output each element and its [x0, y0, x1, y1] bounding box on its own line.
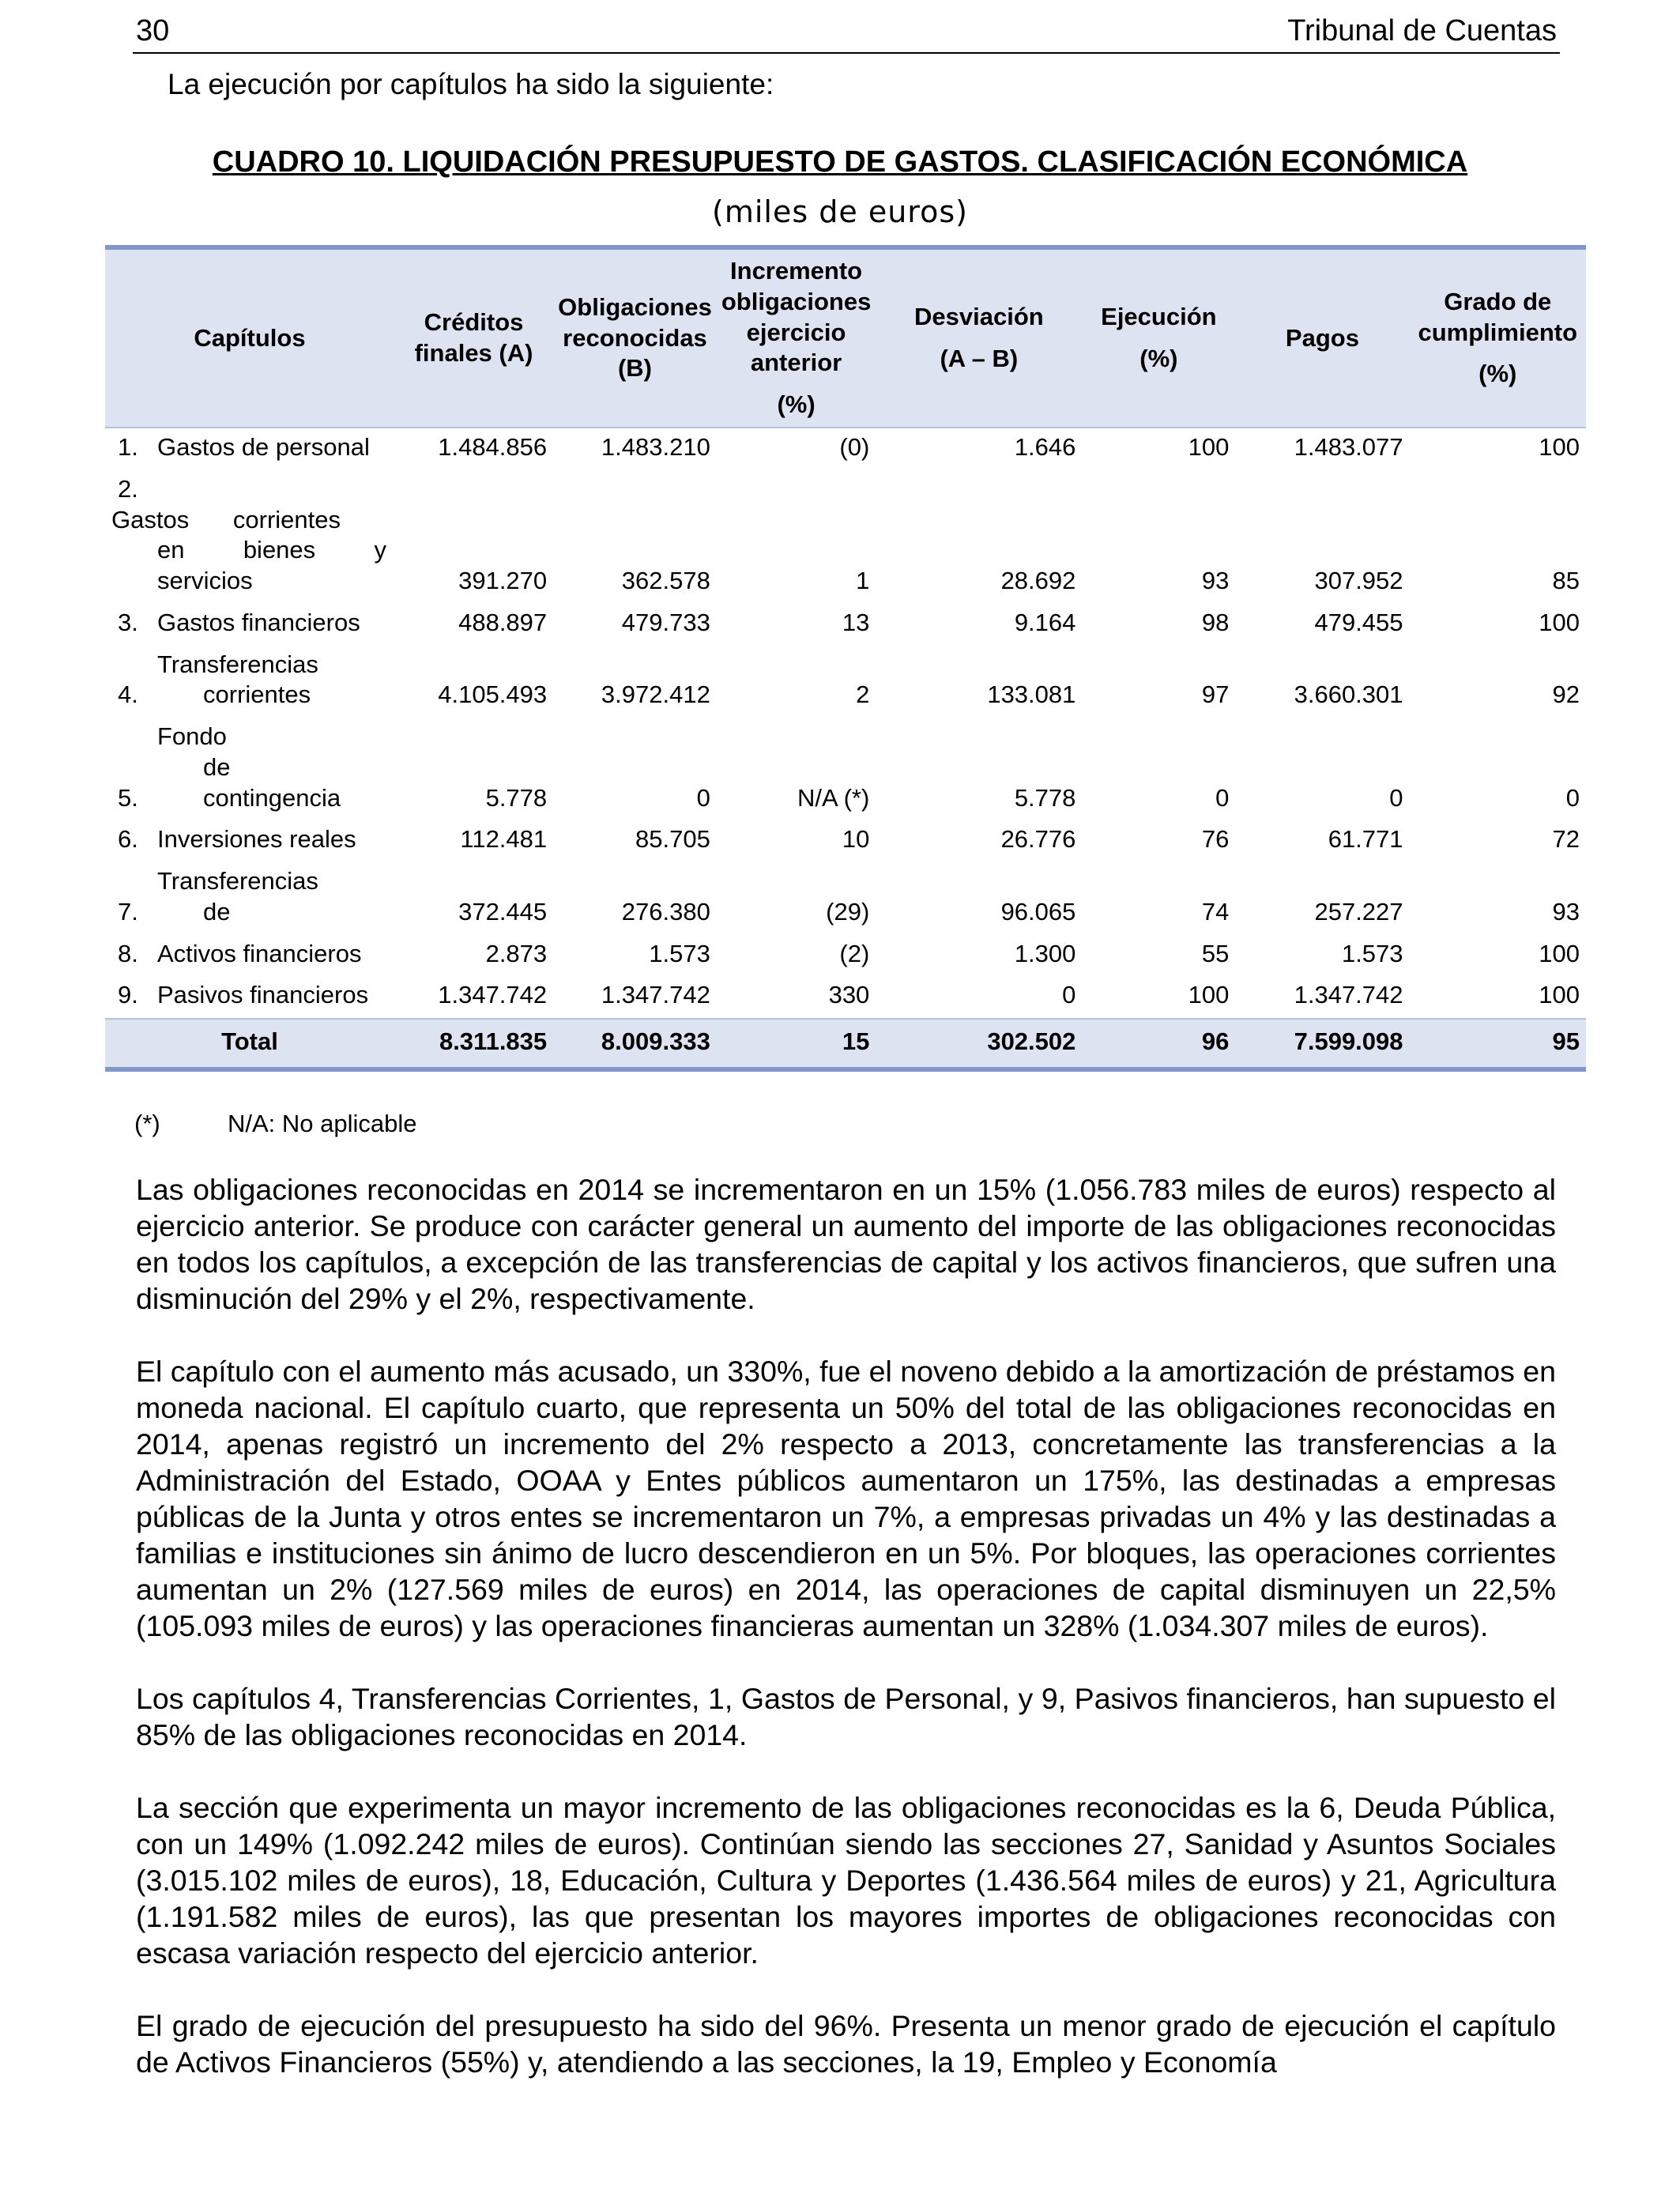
cell-grado: 85	[1552, 567, 1580, 594]
total-obligaciones: 8.009.333	[553, 1019, 717, 1069]
cell-desviacion: 133.081	[987, 680, 1076, 709]
cell-creditos: 5.778	[485, 783, 548, 812]
cell-obligaciones: 479.733	[621, 608, 710, 636]
cell-creditos: 2.873	[485, 939, 548, 967]
row-label	[105, 820, 394, 862]
col-header-incremento: Incremento obligaciones ejercicio anterior (%)	[717, 247, 876, 428]
cell-ejecucion: 100	[1188, 981, 1230, 1009]
cell-ejecucion: 100	[1188, 433, 1230, 461]
cell-ejecucion: 74	[1201, 897, 1230, 925]
col-header-creditos: Créditos finales (A)	[394, 247, 553, 428]
row-label	[105, 470, 394, 604]
row-label-text: Gastos corrientes en bienes y servicios	[111, 505, 386, 594]
cell-grado: 100	[1539, 939, 1580, 967]
cell-grado: 92	[1552, 680, 1580, 709]
cell-creditos: 1.347.742	[438, 981, 548, 1009]
row-label-text: Activos financieros	[157, 939, 362, 967]
cell-incremento: (29)	[826, 897, 870, 925]
cell-obligaciones: 1.573	[649, 939, 710, 967]
cell-incremento: 330	[828, 981, 870, 1009]
cell-grado: 100	[1539, 433, 1580, 461]
row-label-text: Transferencias corrientes	[157, 650, 318, 709]
table-row	[105, 604, 1586, 646]
cell-incremento: 2	[856, 680, 870, 709]
paragraph: La sección que experimenta un mayor incremento de las obligaciones reconocidas es la 6, Deuda Pública, con un 149% (1.092.242 miles de euros). Continúan siendo las secciones 27, Sanidad y Asuntos Sociales (3.015.102 miles de euros), 18, Educación, Cultura y Deportes (1.436.564 miles de euros) y 21, Agricultura (1.191.582 miles de euros), las que presentan los mayores importes de obligaciones reconocidas con escasa variación respecto del ejercicio anterior.	[136, 1791, 1556, 1970]
cell-obligaciones: 276.380	[621, 897, 710, 925]
paragraph: El capítulo con el aumento más acusado, un 330%, fue el noveno debido a la amortización de préstamos en moneda nacional. El capítulo cuarto, que representa un 50% del total de las obligaciones reconocidas en 2014, apenas registró un incremento del 2% respecto a 2013, concretamente las transferencias a la Administración del Estado, OOAA y Entes públicos aumentaron un 175%, las destinadas a empresas públicas de la Junta y otros entes se incrementaron un 7%, a empresas privadas un 4% y las destinadas a familias e instituciones sin ánimo de lucro descendieron en un 5%. Por bloques, las operaciones corrientes aumentan un 2% (127.569 miles de euros) en 2014, las operaciones de capital disminuyen un 22,5% (105.093 miles de euros) y las operaciones financieras aumentan un 328% (1.034.307 miles de euros).	[136, 1355, 1556, 1642]
cell-obligaciones: 85.705	[635, 825, 710, 854]
row-label-text: Fondo de contingencia	[157, 722, 341, 812]
page-header	[133, 11, 1560, 54]
table-row	[105, 428, 1586, 470]
cell-desviacion: 0	[1062, 981, 1076, 1009]
row-number: 5.	[118, 783, 138, 812]
total-desviacion: 302.502	[876, 1019, 1082, 1069]
cell-incremento: 13	[842, 608, 870, 636]
row-label-text: Gastos financieros	[157, 608, 360, 636]
cell-grado: 0	[1565, 783, 1580, 812]
row-label	[105, 862, 394, 935]
cell-creditos: 488.897	[458, 608, 548, 636]
total-grado: 95	[1410, 1019, 1586, 1069]
cell-desviacion: 96.065	[1000, 897, 1076, 925]
row-label-text: Transferencias de	[157, 867, 318, 925]
total-incremento: 15	[717, 1019, 876, 1069]
cell-obligaciones: 1.483.210	[601, 433, 710, 461]
table-row	[105, 862, 1586, 935]
row-label	[105, 935, 394, 977]
cell-obligaciones: 0	[696, 783, 710, 812]
total-label: Total	[105, 1019, 394, 1069]
cell-desviacion: 28.692	[1000, 567, 1076, 594]
row-label	[105, 646, 394, 718]
row-number: 4.	[118, 680, 138, 709]
col-header-grado: Grado de cumplimiento (%)	[1410, 247, 1586, 428]
cell-incremento: 1	[856, 567, 870, 594]
footnote-mark: (*)	[134, 1110, 160, 1137]
row-number: 3.	[118, 608, 138, 636]
page-number: 30	[136, 14, 170, 47]
cell-pagos: 3.660.301	[1294, 680, 1403, 709]
col-header-desviacion: Desviación (A – B)	[876, 247, 1082, 428]
footnote-text: N/A: No aplicable	[228, 1110, 417, 1137]
row-label-text: Gastos de personal	[157, 433, 370, 461]
table-row	[105, 935, 1586, 977]
budget-table	[105, 245, 1586, 1072]
row-label	[105, 976, 394, 1019]
cell-creditos: 4.105.493	[438, 680, 548, 709]
cell-pagos: 479.455	[1314, 608, 1403, 636]
total-pagos: 7.599.098	[1235, 1019, 1409, 1069]
row-number: 8.	[118, 939, 138, 967]
cell-creditos: 112.481	[460, 825, 548, 854]
col-header-ejecucion: Ejecución (%)	[1082, 247, 1235, 428]
cell-pagos: 0	[1389, 783, 1403, 812]
cell-obligaciones: 3.972.412	[601, 680, 710, 709]
cell-grado: 72	[1552, 825, 1580, 854]
cell-desviacion: 1.300	[1014, 939, 1076, 967]
row-number: 9.	[118, 981, 138, 1009]
paragraph: Las obligaciones reconocidas en 2014 se incrementaron en un 15% (1.056.783 miles de euros) respecto al ejercicio anterior. Se produce con carácter general un aumento del importe de las obligaciones reconocidas en todos los capítulos, a excepción de las transferencias de capital y los activos financieros, que sufren una disminución del 29% y el 2%, respectivamente.	[136, 1173, 1556, 1315]
intro-text: La ejecución por capítulos ha sido la siguiente:	[168, 68, 774, 100]
cell-ejecucion: 76	[1201, 825, 1230, 854]
cell-grado: 100	[1539, 981, 1580, 1009]
col-header-obligaciones: Obligaciones reconocidas (B)	[553, 247, 717, 428]
cell-pagos: 1.573	[1341, 939, 1403, 967]
row-label	[105, 718, 394, 820]
cell-pagos: 307.952	[1314, 567, 1403, 594]
table-title: CUADRO 10. LIQUIDACIÓN PRESUPUESTO DE GASTOS. CLASIFICACIÓN ECONÓMICA	[212, 145, 1468, 179]
table-row	[105, 820, 1586, 862]
row-number: 2.	[118, 474, 138, 503]
cell-creditos: 372.445	[458, 897, 548, 925]
cell-grado: 100	[1539, 608, 1580, 636]
row-label	[105, 428, 394, 470]
row-label	[105, 604, 394, 646]
cell-incremento: (2)	[839, 939, 870, 967]
cell-desviacion: 5.778	[1014, 783, 1076, 812]
cell-incremento: N/A (*)	[797, 783, 870, 812]
cell-obligaciones: 362.578	[621, 567, 710, 594]
cell-desviacion: 1.646	[1014, 433, 1076, 461]
cell-pagos: 1.483.077	[1294, 433, 1403, 461]
table-row	[105, 470, 1586, 604]
table-row	[105, 646, 1586, 718]
organization-name: Tribunal de Cuentas	[1287, 14, 1557, 47]
paragraph: El grado de ejecución del presupuesto ha sido del 96%. Presenta un menor grado de ejecución el capítulo de Activos Financieros (55%) y, atendiendo a las secciones, la 19, Empleo y Economía	[136, 2009, 1556, 2079]
table-footnote	[134, 1110, 417, 1138]
cell-ejecucion: 55	[1201, 939, 1230, 967]
cell-creditos: 391.270	[458, 567, 548, 594]
body-text	[136, 1171, 1556, 2117]
cell-pagos: 61.771	[1328, 825, 1403, 854]
col-header-capitulos: Capítulos	[105, 247, 394, 428]
cell-creditos: 1.484.856	[438, 433, 548, 461]
cell-ejecucion: 93	[1201, 567, 1230, 594]
cell-ejecucion: 97	[1201, 680, 1230, 709]
row-number: 1.	[118, 433, 138, 461]
cell-pagos: 1.347.742	[1294, 981, 1403, 1009]
cell-grado: 93	[1552, 897, 1580, 925]
cell-pagos: 257.227	[1314, 897, 1403, 925]
cell-desviacion: 9.164	[1014, 608, 1076, 636]
cell-obligaciones: 1.347.742	[601, 981, 710, 1009]
paragraph: Los capítulos 4, Transferencias Corrientes, 1, Gastos de Personal, y 9, Pasivos financieros, han supuesto el 85% de las obligaciones reconocidas en 2014.	[136, 1682, 1556, 1751]
row-number: 7.	[118, 897, 138, 925]
table-total-row	[105, 1019, 1586, 1069]
cell-incremento: (0)	[839, 433, 870, 461]
table-subtitle: (miles de euros)	[712, 194, 968, 229]
row-number: 6.	[118, 825, 138, 854]
row-label-text: Inversiones reales	[157, 825, 356, 854]
cell-ejecucion: 0	[1215, 783, 1230, 812]
cell-ejecucion: 98	[1201, 608, 1230, 636]
total-creditos: 8.311.835	[394, 1019, 553, 1069]
table-row	[105, 976, 1586, 1019]
col-header-pagos: Pagos	[1235, 247, 1409, 428]
table-row	[105, 718, 1586, 820]
cell-desviacion: 26.776	[1000, 825, 1076, 854]
cell-incremento: 10	[842, 825, 870, 854]
row-label-text: Pasivos financieros	[157, 981, 369, 1009]
table-header-row	[105, 247, 1586, 428]
total-ejecucion: 96	[1082, 1019, 1235, 1069]
